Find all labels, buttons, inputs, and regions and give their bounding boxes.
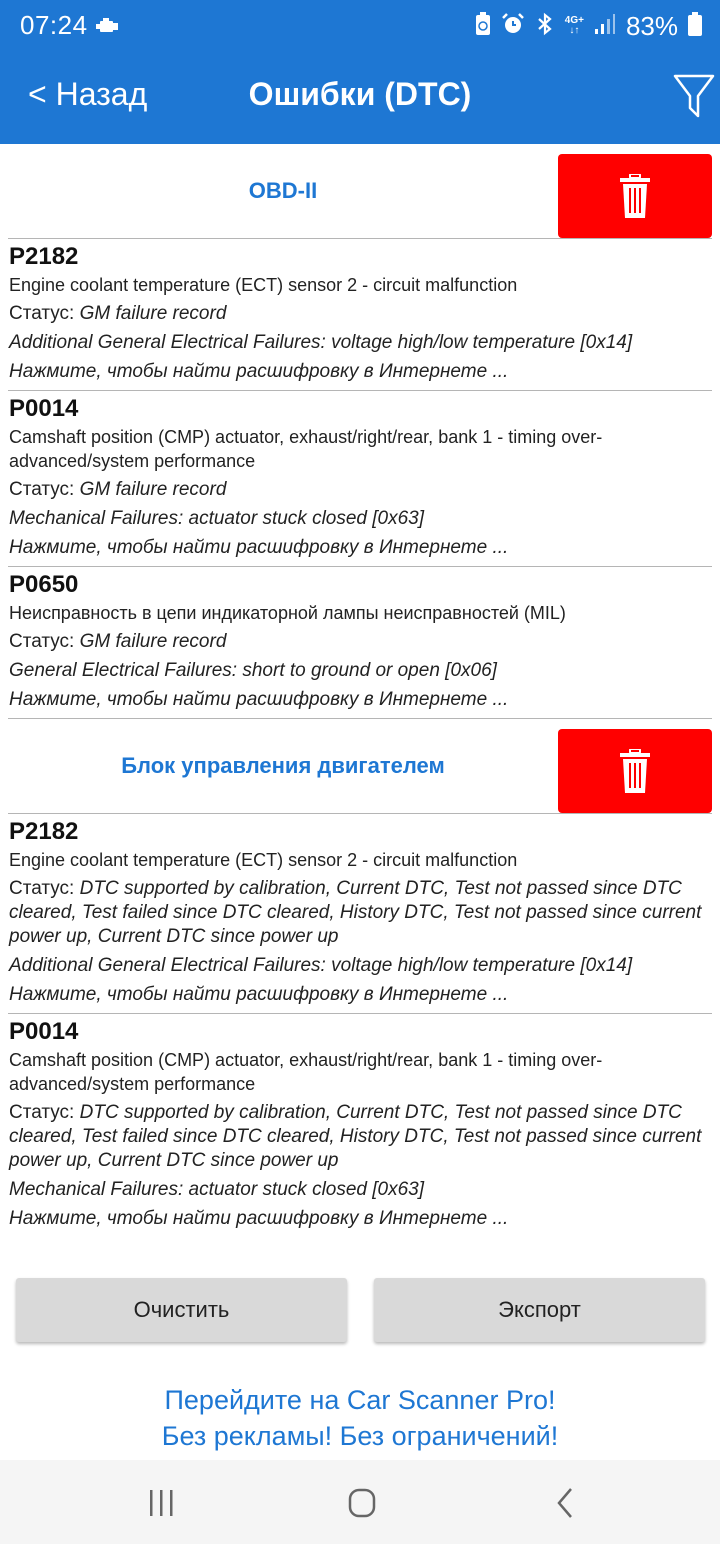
dtc-search-link[interactable]: Нажмите, чтобы найти расшифровку в Интернете ... bbox=[9, 1208, 509, 1229]
status-bar bbox=[0, 0, 720, 52]
dtc-code: P0014 bbox=[9, 395, 79, 422]
dtc-failure: Mechanical Failures: actuator stuck closed [0x63] bbox=[9, 508, 425, 529]
pro-promo-link[interactable] bbox=[0, 1382, 720, 1454]
dtc-status: Статус: DTC supported by calibration, Current DTC, Test not passed since DTC cleared, Test failed since DTC cleared, History DTC, Test not passed since current power up, Current DTC since power up bbox=[9, 878, 702, 947]
dtc-code: P0650 bbox=[9, 571, 79, 598]
dtc-status: Статус: GM failure record bbox=[9, 631, 227, 652]
section-header-obd2 bbox=[0, 144, 720, 238]
clear-button[interactable]: Очистить bbox=[16, 1278, 347, 1342]
back-button[interactable]: < Назад bbox=[28, 76, 148, 112]
dtc-description: Неисправность в цепи индикаторной лампы неисправностей (MIL) bbox=[9, 603, 566, 623]
action-buttons bbox=[0, 1278, 720, 1342]
system-nav-bar bbox=[0, 1460, 720, 1544]
dtc-item[interactable] bbox=[0, 567, 720, 718]
page-title: Ошибки (DTC) bbox=[248, 76, 472, 112]
dtc-failure: Mechanical Failures: actuator stuck closed [0x63] bbox=[9, 1179, 425, 1200]
dtc-description: Camshaft position (CMP) actuator, exhaust/right/rear, bank 1 - timing over-advanced/system performance bbox=[9, 1050, 603, 1094]
dtc-search-link[interactable]: Нажмите, чтобы найти расшифровку в Интернете ... bbox=[9, 689, 509, 710]
4g-plus-data-icon: 4G+ ↓↑ bbox=[564, 15, 584, 36]
dtc-item[interactable] bbox=[0, 239, 720, 390]
dtc-code: P0014 bbox=[9, 1018, 79, 1045]
dtc-description: Engine coolant temperature (ECT) sensor 2 - circuit malfunction bbox=[9, 275, 518, 295]
dtc-status: Статус: DTC supported by calibration, Current DTC, Test not passed since DTC cleared, Test failed since DTC cleared, History DTC, Test not passed since current power up, Current DTC since power up bbox=[9, 1102, 702, 1171]
promo-line-1: Перейдите на Car Scanner Pro! bbox=[164, 1385, 556, 1415]
dtc-status: Статус: GM failure record bbox=[9, 303, 227, 324]
dtc-failure: General Electrical Failures: short to ground or open [0x06] bbox=[9, 660, 497, 681]
section-header-ecu bbox=[0, 719, 720, 813]
dtc-failure: Additional General Electrical Failures: voltage high/low temperature [0x14] bbox=[9, 332, 633, 353]
nav-back-button[interactable] bbox=[545, 1482, 585, 1522]
status-time: 07:24 bbox=[20, 10, 88, 40]
recents-icon bbox=[142, 1482, 182, 1522]
filter-button[interactable] bbox=[672, 72, 716, 125]
dtc-item[interactable] bbox=[0, 1014, 720, 1237]
app-bar bbox=[0, 52, 720, 144]
dtc-item[interactable] bbox=[0, 814, 720, 1013]
dtc-status: Статус: GM failure record bbox=[9, 479, 227, 500]
battery-saver-icon bbox=[475, 12, 491, 41]
recents-button[interactable] bbox=[142, 1482, 182, 1522]
home-button[interactable] bbox=[342, 1482, 382, 1522]
dtc-search-link[interactable]: Нажмите, чтобы найти расшифровку в Интернете ... bbox=[9, 361, 509, 382]
dtc-search-link[interactable]: Нажмите, чтобы найти расшифровку в Интернете ... bbox=[9, 537, 509, 558]
filter-icon bbox=[672, 72, 716, 120]
home-icon bbox=[342, 1482, 382, 1522]
dtc-failure: Additional General Electrical Failures: voltage high/low temperature [0x14] bbox=[9, 955, 633, 976]
trash-icon bbox=[619, 749, 651, 793]
dtc-description: Camshaft position (CMP) actuator, exhaust/right/rear, bank 1 - timing over-advanced/system performance bbox=[9, 427, 603, 471]
alarm-icon bbox=[501, 12, 525, 41]
section-title: Блок управления двигателем bbox=[121, 753, 445, 778]
dtc-code: P2182 bbox=[9, 818, 79, 845]
check-engine-icon bbox=[95, 18, 119, 39]
battery-icon bbox=[688, 12, 702, 41]
dtc-list bbox=[0, 144, 720, 1237]
dtc-description: Engine coolant temperature (ECT) sensor 2 - circuit malfunction bbox=[9, 850, 518, 870]
section-title: OBD-II bbox=[248, 178, 318, 203]
promo-line-2: Без рекламы! Без ограничений! bbox=[161, 1421, 559, 1451]
delete-section-button[interactable] bbox=[558, 729, 712, 813]
back-icon bbox=[545, 1482, 585, 1522]
signal-icon bbox=[594, 13, 616, 40]
dtc-item[interactable] bbox=[0, 391, 720, 566]
dtc-search-link[interactable]: Нажмите, чтобы найти расшифровку в Интернете ... bbox=[9, 984, 509, 1005]
battery-percent: 83% bbox=[625, 10, 678, 41]
dtc-code: P2182 bbox=[9, 243, 79, 270]
trash-icon bbox=[619, 174, 651, 218]
bluetooth-icon bbox=[535, 12, 555, 41]
export-button[interactable]: Экспорт bbox=[374, 1278, 705, 1342]
delete-section-button[interactable] bbox=[558, 154, 712, 238]
